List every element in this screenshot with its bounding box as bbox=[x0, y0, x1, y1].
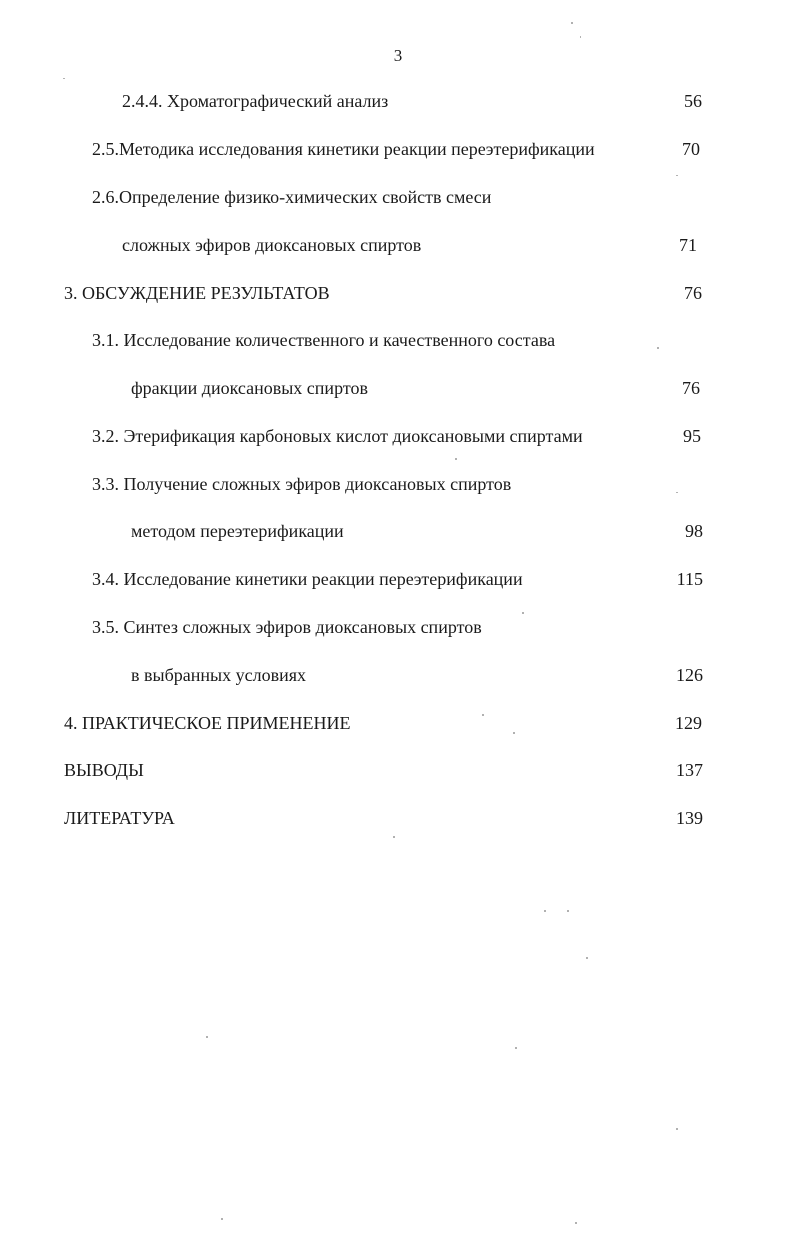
toc-entry-title: фракции диоксановых спиртов bbox=[131, 378, 368, 398]
scan-speck bbox=[580, 36, 581, 38]
toc-entry-title: ВЫВОДЫ bbox=[64, 760, 144, 780]
scan-speck bbox=[206, 1036, 208, 1038]
toc-entry-page: 115 bbox=[676, 569, 703, 589]
toc-entry-title: ЛИТЕРАТУРА bbox=[64, 808, 175, 828]
toc-entry-page: 126 bbox=[676, 665, 703, 685]
scan-speck bbox=[575, 1222, 577, 1224]
scan-speck bbox=[676, 492, 678, 493]
scan-speck bbox=[676, 175, 678, 176]
toc-entry-title: методом переэтерификации bbox=[131, 521, 344, 541]
scan-speck bbox=[571, 22, 573, 24]
scan-speck bbox=[567, 910, 569, 912]
scan-speck bbox=[586, 957, 588, 959]
scan-speck bbox=[221, 1218, 223, 1220]
toc-entry-page: 70 bbox=[682, 139, 700, 159]
toc-entry-title: в выбранных условиях bbox=[131, 665, 306, 685]
toc-entry-page: 71 bbox=[679, 235, 697, 255]
scan-speck bbox=[393, 836, 395, 838]
toc-entry-title: 2.6.Определение физико-химических свойств смеси bbox=[92, 187, 492, 207]
toc-entry-page: 56 bbox=[684, 91, 702, 111]
toc-entry-title: 3.5. Синтез сложных эфиров диоксановых спиртов bbox=[92, 617, 482, 637]
toc-entry-title: 2.4.4. Хроматографический анализ bbox=[122, 91, 389, 111]
scan-speck bbox=[676, 1128, 678, 1130]
toc-entry-title: 2.5.Методика исследования кинетики реакции переэтерификации bbox=[92, 139, 595, 159]
scan-speck bbox=[657, 347, 659, 349]
toc-entry-page: 137 bbox=[676, 760, 703, 780]
toc-entry-title: сложных эфиров диоксановых спиртов bbox=[122, 235, 422, 255]
scan-speck bbox=[455, 458, 457, 460]
scan-speck bbox=[515, 1047, 517, 1049]
scan-speck bbox=[522, 612, 524, 614]
scan-speck bbox=[482, 714, 484, 716]
toc-entry-title: 3.2. Этерификация карбоновых кислот диоксановыми спиртами bbox=[92, 426, 583, 446]
toc-entry-page: 95 bbox=[683, 426, 701, 446]
toc-entry-title: 4. ПРАКТИЧЕСКОЕ ПРИМЕНЕНИЕ bbox=[64, 713, 351, 733]
toc-entry-page: 139 bbox=[676, 808, 703, 828]
page-number: 3 bbox=[393, 46, 403, 65]
toc-entry-title: 3.4. Исследование кинетики реакции переэтерификации bbox=[92, 569, 523, 589]
toc-entry-title: 3.3. Получение сложных эфиров диоксановых спиртов bbox=[92, 474, 512, 494]
toc-entry-title: 3.1. Исследование количественного и качественного состава bbox=[92, 330, 556, 350]
toc-entry-page: 76 bbox=[682, 378, 700, 398]
toc-entry-title: 3. ОБСУЖДЕНИЕ РЕЗУЛЬТАТОВ bbox=[64, 283, 330, 303]
scan-speck bbox=[63, 78, 65, 79]
scan-speck bbox=[513, 732, 515, 734]
scan-speck bbox=[544, 910, 546, 912]
toc-entry-page: 98 bbox=[685, 521, 703, 541]
toc-entry-page: 76 bbox=[684, 283, 702, 303]
toc-entry-page: 129 bbox=[675, 713, 702, 733]
